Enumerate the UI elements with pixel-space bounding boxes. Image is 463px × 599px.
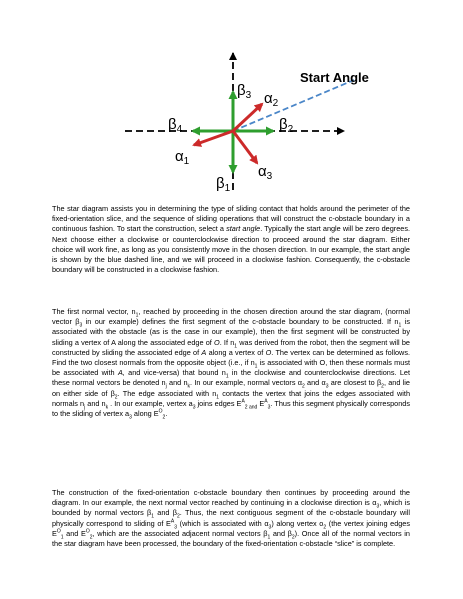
alpha1-label: $\alpha_1$ [175,148,190,167]
paragraph-first-normal: The first normal vector, $n_1$, reached by proceeding in the chosen direction around the star diagram, (normal vector $\beta_3$ in our example) defines the first segment of the c-obstacle boundary to be constructed. If $n_1$ is associated with the obstacle (as is the case in our example), then the first segment will be constructed by sliding a vertex of A along the associated edge of O. If $n_1$ was derived from the robot, then the segment will be constructed by sliding the associated edge of A along a vertex of O. The vertex can be determined as follows. Find the two closest normals from the opposite object (i.e., if $n_1$ is associated with O, then these normals must be associated with A, and vice-versa) that bound $n_1$ in the clockwise and counterclockwise directions. Let these normal vectors be denoted $n_j$ and $n_k$. In our example, normal vectors $\alpha_2$ and $\alpha_3$ are closest to $\beta_2$, and lie on either side of $\beta_2$. The edge associated with $n_1$ contacts the vertex that joins the edges associated with normals $n_j$ and $n_k$ . In our example, vertex $a_3$ joins edges $E^A_{2 and}$ $E^A_3$. Thus this segment physically corresponds to the sliding of vertex $a_3$ along $E^O_2$. [52,307,411,421]
paragraph-continuation: The construction of the fixed-orientation c-obstacle boundary then continues by proceeding around the diagram. In our example, the next normal vector reached by continuing in a clockwise direction is $\alpha_3$, which is bounded by normal vectors $\beta_1$ and $\beta_2$. Thus, the next contiguous segment of the c-obstacle boundary will physically correspond to sliding of $E^A_3$ (which is associated with $\alpha_3$) along vertex $o_2$ (the vertex joining edges $E^O_1$ and $E^O_2$, which are the associated adjacent normal vectors $\beta_1$ and $\beta_2$). Once all of the normal vectors in the star diagram have been processed, the boundary of the fixed-orientation c-obstacle “slice” is complete. [52,488,411,549]
alpha2-vector [233,104,262,131]
alpha3-label: $\alpha_3$ [258,163,273,182]
start-angle-label: Start Angle [300,70,369,85]
paragraph-start-angle: The star diagram assists you in determining the type of sliding contact that holds around the perimeter of the fixed-orientation slice, and the sequence of sliding operations that will construct the c-obstacle boundary in a continuous fashion. To start the construction, select a start angle. Typically the start angle will be zero degrees. Next choose either a clockwise or counterclockwise direction to proceed around the star diagram. Either choice will work fine, as long as you consistently move in the chosen direction. In our example, the start angle is shown by the blue dashed line, and we will proceed in a clockwise fashion. Consequently, the c-obstacle boundary will be constructed in a clockwise fashion. [52,204,410,275]
beta1-label: $\beta_1$ [216,175,231,194]
beta2-label: $\beta_2$ [279,116,294,135]
start-angle-line [233,80,354,131]
beta3-label: $\beta_3$ [237,82,252,101]
alpha2-label: $\alpha_2$ [264,90,279,109]
star-diagram [0,0,463,205]
alpha1-vector [194,131,233,145]
alpha3-vector [233,131,257,163]
beta4-label: $\beta_4$ [168,116,183,135]
